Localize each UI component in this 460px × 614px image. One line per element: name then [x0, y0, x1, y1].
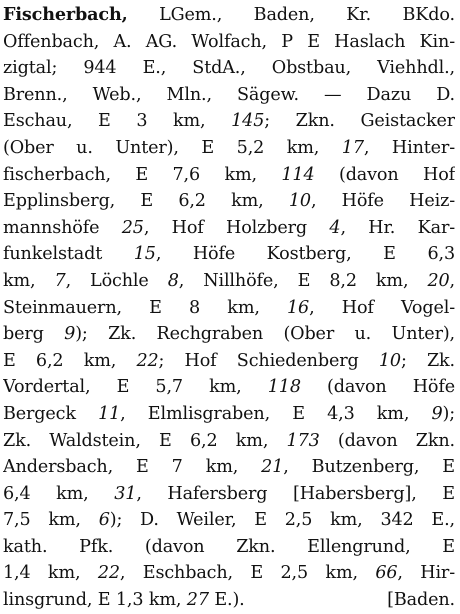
text-segment: , Hof Vogel-	[309, 297, 455, 318]
population-number: 21	[261, 457, 284, 478]
text-segment: 7,5 km,	[3, 510, 99, 531]
entry-line	[3, 348, 455, 375]
entry-line	[3, 481, 455, 508]
population-number: 7	[54, 270, 66, 291]
entry-line	[3, 454, 455, 481]
entry-line	[3, 428, 455, 455]
population-number: 31	[114, 483, 137, 504]
text-segment: fischerbach, E 7,6 km,	[3, 164, 282, 185]
entry-line	[3, 215, 455, 242]
text-segment: Andersbach, E 7 km,	[3, 457, 262, 478]
entry-line	[3, 268, 455, 295]
text-segment: , Löchle	[65, 270, 168, 291]
population-number: 10	[378, 350, 401, 371]
population-number: 11	[98, 403, 121, 424]
population-number: 17	[341, 137, 364, 158]
entry-line	[3, 241, 455, 268]
text-segment: km,	[3, 270, 55, 291]
text-segment: Brenn., Web., Mln., Sägew. — Dazu D.	[3, 84, 455, 105]
text-segment: Vordertal, E 5,7 km,	[3, 377, 268, 398]
text-segment: ); D. Weiler, E 2,5 km, 342 E.,	[109, 510, 455, 531]
population-number: 16	[287, 297, 310, 318]
text-segment: E.).	[208, 590, 245, 611]
text-segment: ); Zk. Rechgraben (Ober u. Unter),	[75, 324, 455, 345]
population-number: 10	[288, 191, 311, 212]
text-segment: (davon Hof	[314, 164, 455, 185]
population-number: 22	[97, 563, 120, 584]
gazetteer-entry	[3, 2, 455, 611]
text-segment: 1,4 km,	[3, 563, 98, 584]
text-segment: , Hinter-	[363, 137, 455, 158]
text-segment: ; Zkn. Geistacker	[264, 111, 455, 132]
text-segment: , Nillhöfe, E 8,2 km,	[178, 270, 428, 291]
entry-line	[3, 82, 455, 109]
entry-line	[3, 108, 455, 135]
text-segment: , Höfe Kostberg, E 6,3	[155, 244, 455, 265]
entry-line	[3, 560, 455, 587]
text-segment: linsgrund, E 1,3 km,	[3, 590, 187, 611]
population-number: 6	[98, 510, 110, 531]
text-segment: kath. Pfk. (davon Zkn. Ellengrund, E	[3, 536, 455, 557]
text-segment: , Hir-	[397, 563, 455, 584]
text-segment: mannshöfe	[3, 217, 122, 238]
text-segment: LGem., Baden, Kr. BKdo.	[127, 5, 455, 25]
text-segment: E 6,2 km,	[3, 350, 137, 371]
entry-line	[3, 401, 455, 428]
entry-line	[3, 29, 455, 56]
population-number: 118	[267, 377, 301, 398]
entry-line	[3, 188, 455, 215]
continuation-note: [Baden.	[387, 590, 455, 611]
entry-line	[3, 587, 455, 614]
text-segment: , Butzenberg, E	[283, 457, 455, 478]
entry-line	[3, 507, 455, 534]
text-segment: Zk. Waldstein, E 6,2 km,	[3, 430, 287, 451]
text-segment: Offenbach, A. AG. Wolfach, P E Haslach Kin-	[3, 31, 455, 52]
text-segment: , Hr. Kar-	[340, 217, 455, 238]
population-number: 22	[136, 350, 159, 371]
text-segment: Steinmauern, E 8 km,	[3, 297, 288, 318]
text-segment: , Eschbach, E 2,5 km,	[119, 563, 376, 584]
population-number: 173	[286, 430, 320, 451]
text-segment: , Höfe Heiz-	[310, 191, 455, 212]
population-number: 9	[431, 403, 443, 424]
text-segment: (davon Zkn.	[319, 430, 455, 451]
entry-line	[3, 135, 455, 162]
text-segment: Epplinsberg, E 6,2 km,	[3, 191, 289, 212]
population-number: 9	[64, 324, 76, 345]
text-segment: Eschau, E 3 km,	[3, 111, 232, 132]
text-segment: funkelstadt	[3, 244, 134, 265]
entry-line	[3, 55, 455, 82]
entry-line	[3, 2, 455, 29]
text-segment: Bergeck	[3, 403, 99, 424]
population-number: 15	[133, 244, 156, 265]
population-number: 27	[186, 590, 209, 611]
population-number: 145	[231, 111, 265, 132]
population-number: 4	[329, 217, 341, 238]
text-segment: zigtal; 944 E., StdA., Obstbau, Viehhdl.,	[3, 58, 455, 79]
population-number: 66	[375, 563, 398, 584]
text-segment: ; Hof Schiedenberg	[158, 350, 379, 371]
entry-headword: Fischerbach,	[3, 4, 128, 25]
entry-line	[3, 374, 455, 401]
population-number: 114	[281, 164, 315, 185]
population-number: 8	[167, 270, 179, 291]
population-number: 25	[121, 217, 144, 238]
text-segment: (davon Höfe	[300, 377, 455, 398]
text-segment: berg	[3, 324, 65, 345]
entry-line	[3, 162, 455, 189]
text-segment: , Hof Holzberg	[143, 217, 330, 238]
text-segment: ,	[449, 270, 455, 291]
population-number: 20	[427, 270, 450, 291]
text-segment: (Ober u. Unter), E 5,2 km,	[3, 137, 342, 158]
text-segment: , Hafersberg [Habersberg], E	[136, 483, 455, 504]
entry-line	[3, 321, 455, 348]
text-segment: 6,4 km,	[3, 483, 115, 504]
text-segment: );	[442, 403, 455, 424]
text-segment: ; Zk.	[400, 350, 455, 371]
entry-line	[3, 295, 455, 322]
text-segment: , Elmlisgraben, E 4,3 km,	[120, 403, 432, 424]
